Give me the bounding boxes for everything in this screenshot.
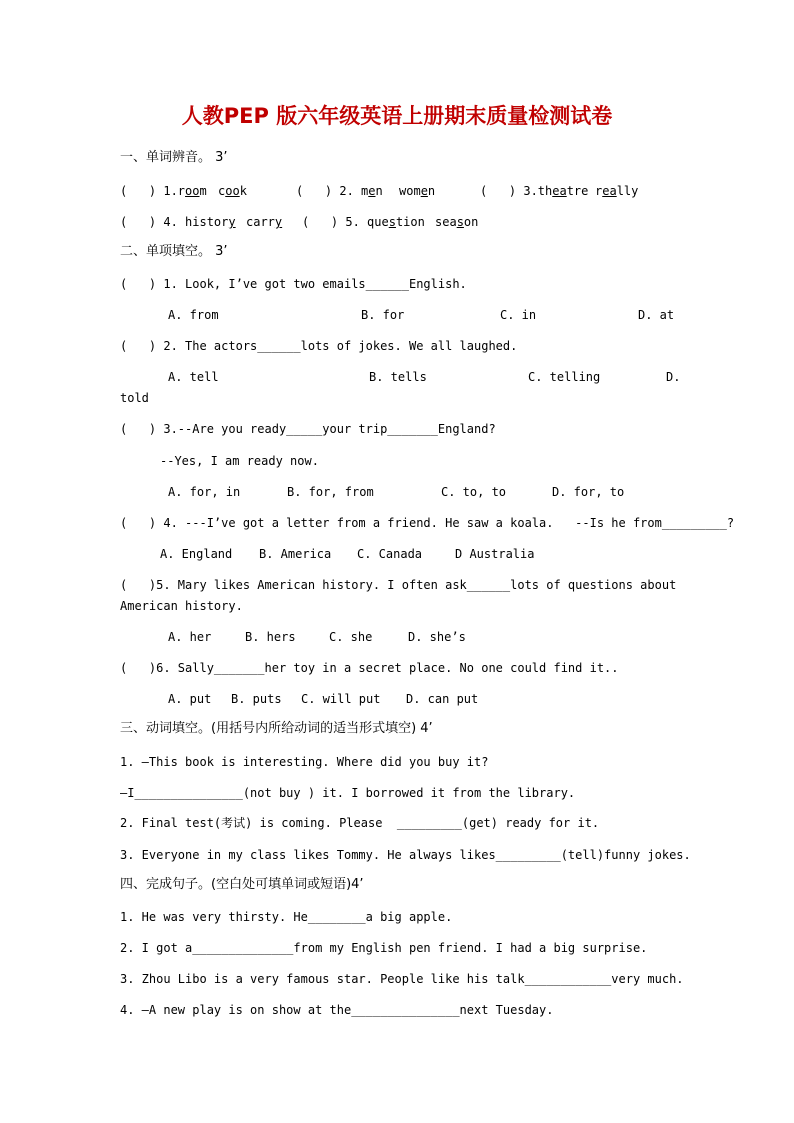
s3-line-2: —I_______________(not buy ) it. I borrowed it from the library. (120, 786, 576, 800)
s2-q3-option-c: C. to, to (441, 485, 507, 499)
s1-q3-w1-underlined: ea (552, 184, 567, 198)
s1-q2-w1-part: m (361, 184, 369, 198)
s1-q1-w1-underlined: oo (185, 184, 200, 198)
s2-q2-option-d-text: told (120, 391, 149, 405)
page-title: 人教PEP 版六年级英语上册期末质量检测试卷 (181, 104, 613, 128)
s1-q3-w2-part: lly (616, 184, 639, 198)
s1-q5-w2-part: sea (435, 215, 457, 229)
s2-q1-option-b: B. for (361, 308, 405, 322)
s1-q5-w1-part: tion (395, 215, 425, 229)
s1-q5-w1-underlined: s (388, 215, 396, 229)
s2-q6-option-c: C. will put (301, 692, 381, 706)
s1-q5-prefix: ( ) 5. (302, 215, 368, 229)
s4-line-2: 2. I got a______________from my English pen friend. I had a big surprise. (120, 941, 648, 955)
s1-q1-w1-part: m (199, 184, 207, 198)
s2-question-5: ( )5. Mary likes American history. I often ask______lots of questions about (120, 578, 677, 592)
s1-q2-w2-part: wom (399, 184, 421, 198)
s2-q6-option-d: D. can put (406, 692, 479, 706)
s1-q2-w2-underlined: e (420, 184, 428, 198)
s2-q5-option-a: A. her (168, 630, 212, 644)
s1-q4-w2-part: carr (246, 215, 275, 229)
s1-question-5 (302, 214, 425, 230)
s2-question-3: ( ) 3.--Are you ready_____your trip_______England? (120, 422, 496, 436)
s1-q2-w1-underlined: e (368, 184, 376, 198)
s2-q4-option-d: D Australia (455, 547, 535, 561)
s1-q4-word2 (246, 214, 282, 230)
s2-q3-option-a: A. for, in (168, 485, 241, 499)
s1-q3-w2-underlined: ea (602, 184, 617, 198)
s1-q5-w2-part: on (463, 215, 479, 229)
section-2-heading: 二、单项填空。 3’ (120, 244, 228, 259)
s2-question-6: ( )6. Sally_______her toy in a secret place. No one could find it.. (120, 661, 619, 675)
s1-question-1 (120, 183, 207, 199)
s2-q5-option-d: D. she’s (408, 630, 466, 644)
s1-q5-w1-part: que (367, 215, 389, 229)
s2-q3-option-d: D. for, to (552, 485, 625, 499)
s4-line-1: 1. He was very thirsty. He________a big apple. (120, 910, 453, 924)
s1-q4-w1-part: histor (185, 215, 229, 229)
s2-q2-option-a: A. tell (168, 370, 219, 384)
s3-line-1: 1. —This book is interesting. Where did you buy it? (120, 755, 489, 769)
s2-q1-option-d: D. at (638, 308, 675, 322)
s2-q5-continued: American history. (120, 599, 243, 613)
s2-q6-option-a: A. put (168, 692, 212, 706)
s1-q1-w2-underlined: oo (225, 184, 240, 198)
s3-line-4: 3. Everyone in my class likes Tommy. He always likes_________(tell)funny jokes. (120, 848, 691, 862)
s2-q1-option-c: C. in (500, 308, 537, 322)
s1-q1-w2-part: k (239, 184, 247, 198)
s1-q3-w1-part: th (537, 184, 553, 198)
s2-q4-option-b: B. America (259, 547, 332, 561)
s1-q3-w1-part: tre (566, 184, 589, 198)
s1-q4-w2-underlined: y (274, 215, 283, 229)
s3-line-3: 2. Final test(考试) is coming. Please _________(get) ready for it. (120, 816, 600, 830)
s1-q1-prefix: ( ) 1. (120, 184, 178, 198)
s1-question-3 (480, 183, 588, 199)
s1-q1-word2 (218, 183, 247, 199)
s1-q2-w2-part: n (427, 184, 436, 198)
s4-line-3: 3. Zhou Libo is a very famous star. People like his talk____________very much. (120, 972, 684, 986)
s2-q6-option-b: B. puts (231, 692, 282, 706)
s2-q5-option-c: C. she (329, 630, 373, 644)
s1-q3-w2-part: r (595, 184, 603, 198)
s1-question-2 (296, 183, 383, 199)
s1-q1-w1-part: r (177, 184, 186, 198)
section-1-heading: 一、单词辨音。 3’ (120, 150, 228, 165)
s1-q2-word2 (399, 183, 435, 199)
s2-q3-option-b: B. for, from (287, 485, 374, 499)
s2-q1-option-a: A. from (168, 308, 219, 322)
s1-q4-prefix: ( ) 4. (120, 215, 186, 229)
section-3-heading: 三、动词填空。(用括号内所给动词的适当形式填空) 4’ (120, 721, 433, 736)
section-4-heading: 四、完成句子。(空白处可填单词或短语)4’ (120, 877, 364, 892)
s2-question-1: ( ) 1. Look, I’ve got two emails______English. (120, 277, 467, 291)
s1-q5-word2 (435, 214, 478, 230)
s1-q3-word2 (595, 183, 638, 199)
s2-q3-reply: --Yes, I am ready now. (160, 454, 319, 468)
s1-question-4 (120, 214, 236, 230)
s1-q3-prefix: ( ) 3. (480, 184, 538, 198)
s2-q2-option-d-label: D. (666, 370, 681, 384)
s2-q5-option-b: B. hers (245, 630, 296, 644)
s2-q2-option-c: C. telling (528, 370, 601, 384)
s2-q4-option-a: A. England (160, 547, 233, 561)
s1-q5-w2-underlined: s (456, 215, 464, 229)
s2-question-2: ( ) 2. The actors______lots of jokes. We all laughed. (120, 339, 518, 353)
s2-q4-option-c: C. Canada (357, 547, 423, 561)
s4-line-4: 4. –A new play is on show at the_______________next Tuesday. (120, 1003, 554, 1017)
s1-q2-w1-part: n (375, 184, 383, 198)
s2-q2-option-b: B. tells (369, 370, 427, 384)
s1-q4-w1-underlined: y (228, 215, 236, 229)
s2-question-4: ( ) 4. ---I’ve got a letter from a friend. He saw a koala. --Is he from_________? (120, 516, 735, 530)
s1-q2-prefix: ( ) 2. (296, 184, 362, 198)
s1-q1-w2-part: c (218, 184, 226, 198)
